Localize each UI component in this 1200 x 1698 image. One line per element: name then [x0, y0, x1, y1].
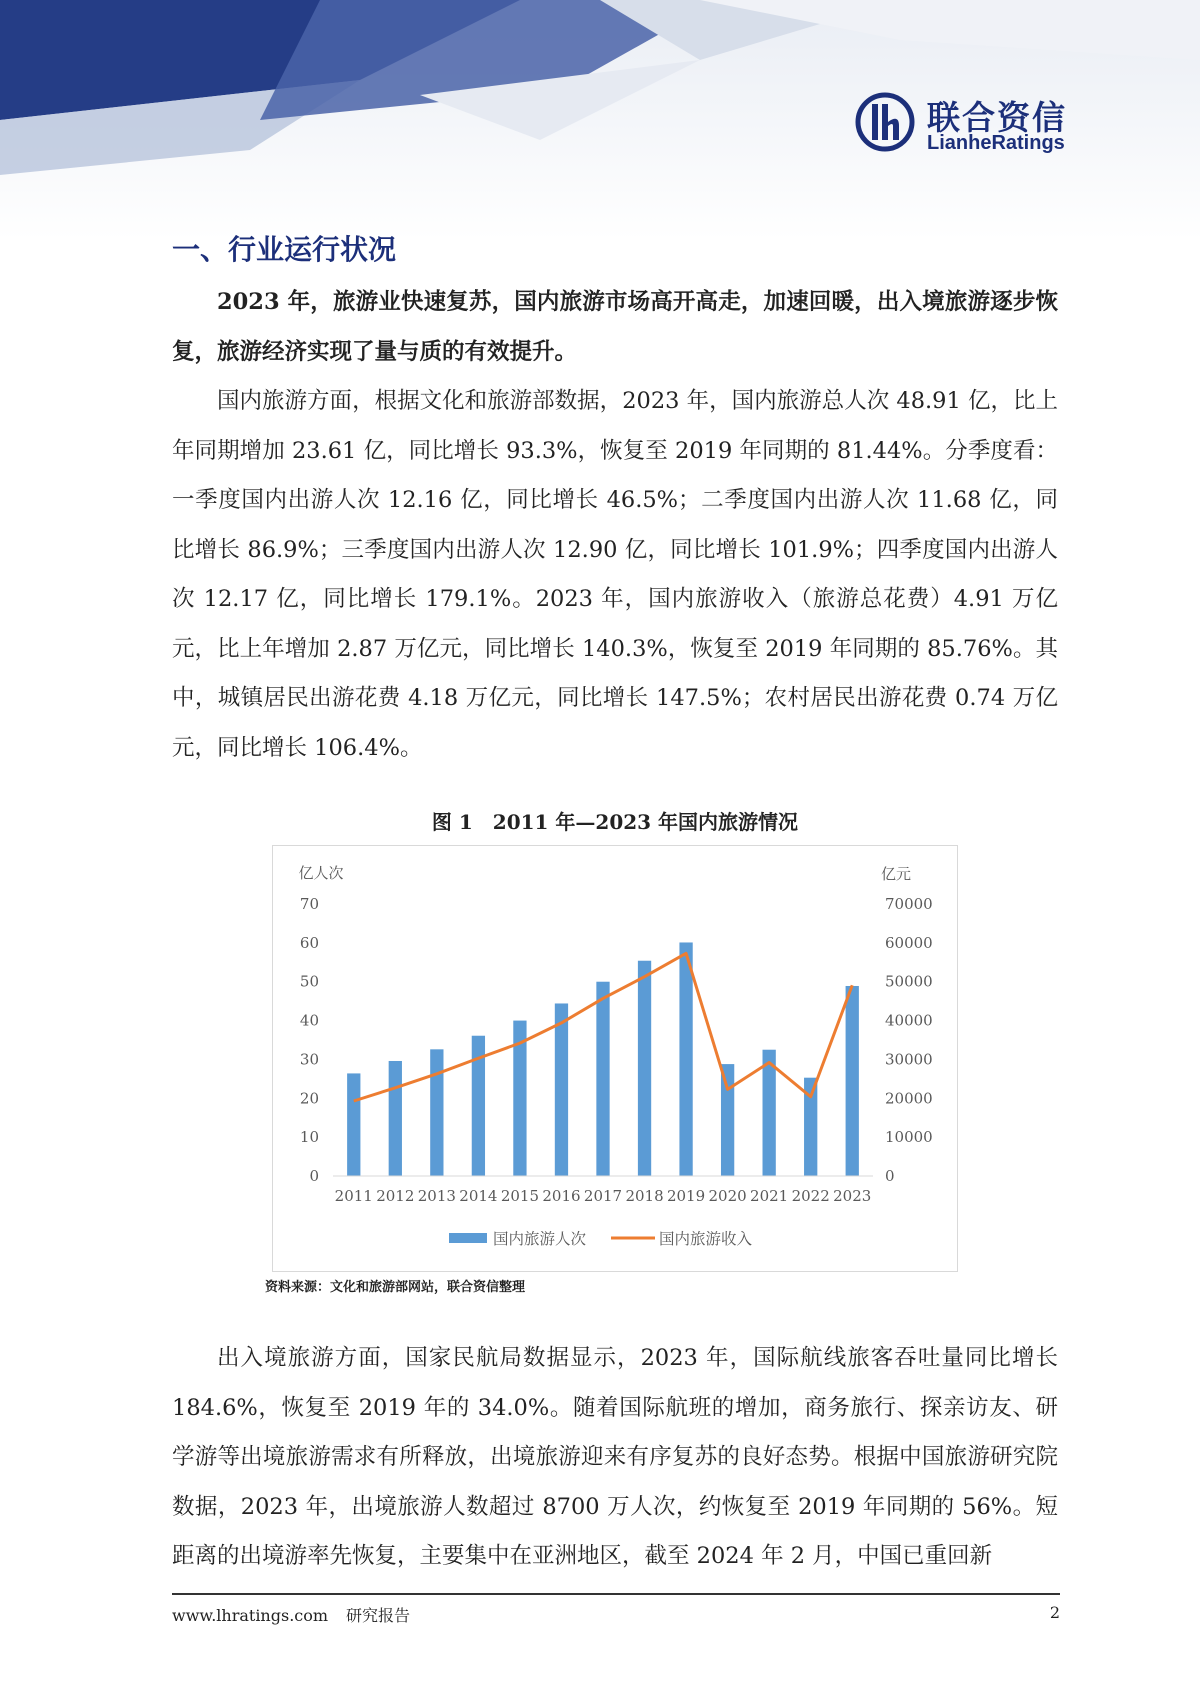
x-tick-label: 2020	[708, 1187, 747, 1205]
page-number: 2	[1049, 1603, 1060, 1622]
figure-title: 图 1 2011 年—2023 年国内旅游情况	[431, 810, 799, 834]
x-tick-label: 2013	[417, 1187, 456, 1205]
y-left-tick-label: 20	[299, 1089, 319, 1108]
outbound-tourism-paragraph: 出入境旅游方面，国家民航局数据显示，2023 年，国际航线旅客吞吐量同比增长 184.6%，恢复至 2019 年的 34.0%。随着国际航班的增加，商务旅行、探亲访友、研学游等出境旅游需求有所释放，出境旅游迎来有序复苏的良好态势。根据中国旅游研究院数据，2023 年，出境旅游人数超过 8700 万人次，约恢复至 2019 年同期的 56%。短距离的出境游率先恢复，主要集中在亚洲地区，截至 2024 年 2 月，中国已重回新	[172, 1345, 1058, 1569]
y-right-tick-label: 40000	[885, 1011, 933, 1030]
footer-doc-type: 研究报告	[346, 1606, 411, 1625]
legend-line-label: 国内旅游收入	[659, 1230, 753, 1248]
tourism-chart	[272, 845, 958, 1272]
x-tick-label: 2015	[500, 1187, 540, 1205]
x-tick-label: 2014	[459, 1187, 498, 1205]
y-axis-left-label: 亿人次	[298, 864, 344, 882]
y-axis-right-label: 亿元	[880, 865, 912, 883]
y-right-tick-label: 50000	[885, 972, 933, 991]
y-left-tick-label: 0	[309, 1167, 319, 1185]
y-left-tick-label: 60	[299, 933, 319, 952]
domestic-tourism-paragraph: 国内旅游方面，根据文化和旅游部数据，2023 年，国内旅游总人次 48.91 亿，比上年同期增加 23.61 亿，同比增长 93.3%，恢复至 2019 年同期的 81.44%。分季度看：一季度国内出游人次 12.16 亿，同比增长 46.5%；二季度国内出游人次 11.68 亿，同比增长 86.9%；三季度国内出游人次 12.90 亿，同比增长 101.9%；四季度国内出游人次 12.17 亿，同比增长 179.1%。2023 年，国内旅游收入（旅游总花费）4.91 万亿元，比上年增加 2.87 万亿元，同比增长 140.3%，恢复至 2019 年同期的 85.76%。其中，城镇居民出游花费 4.18 万亿元，同比增长 147.5%；农村居民出游花费 0.74 万亿元，同比增长 106.4%。	[172, 388, 1058, 761]
footer-website[interactable]: www.lhratings.com	[172, 1606, 329, 1625]
brand-name-en: LianheRatings	[927, 132, 1065, 154]
figure-source: 资料来源：文化和旅游部网站，联合资信整理	[265, 1280, 526, 1295]
y-left-tick-label: 40	[299, 1011, 319, 1030]
x-tick-label: 2023	[833, 1187, 872, 1205]
y-right-tick-label: 70000	[885, 895, 933, 913]
y-right-tick-label: 20000	[885, 1089, 933, 1108]
lianhe-logo-icon	[855, 92, 915, 152]
page-footer	[172, 1593, 1060, 1633]
y-left-tick-label: 10	[299, 1128, 319, 1147]
bar-2017	[596, 982, 609, 1176]
bar-2021	[763, 1050, 776, 1176]
bar-2023	[846, 986, 859, 1176]
y-right-tick-label: 0	[885, 1167, 895, 1185]
x-tick-label: 2021	[750, 1187, 789, 1205]
brand-name-cn: 联合资信	[927, 98, 1067, 137]
lead-paragraph: 2023 年，旅游业快速复苏，国内旅游市场高开高走，加速回暖，出入境旅游逐步恢复，旅游经济实现了量与质的有效提升。	[172, 289, 1058, 365]
y-right-tick-label: 60000	[885, 933, 933, 952]
bar-2013	[430, 1049, 443, 1176]
y-right-tick-label: 10000	[885, 1128, 933, 1147]
footer-divider	[172, 1593, 1060, 1595]
bar-2019	[679, 942, 692, 1176]
legend-bar-swatch	[449, 1233, 487, 1243]
x-tick-label: 2019	[666, 1187, 706, 1205]
y-right-tick-label: 30000	[885, 1050, 933, 1069]
y-left-tick-label: 70	[299, 895, 319, 913]
x-tick-label: 2011	[334, 1187, 373, 1205]
bar-2011	[347, 1073, 360, 1176]
legend-bar-label: 国内旅游人次	[493, 1230, 587, 1248]
x-tick-label: 2017	[583, 1187, 623, 1205]
y-left-tick-label: 30	[299, 1050, 319, 1069]
tourism-chart-svg	[273, 846, 959, 1273]
bar-2012	[389, 1061, 402, 1176]
bar-2016	[555, 1003, 568, 1176]
bar-2018	[638, 961, 651, 1176]
brand-logo	[855, 92, 1085, 158]
y-left-tick-label: 50	[299, 972, 319, 991]
x-tick-label: 2012	[376, 1187, 415, 1205]
bar-2020	[721, 1064, 734, 1176]
document-body	[172, 228, 1058, 1582]
x-tick-label: 2018	[625, 1187, 664, 1205]
section-title: 一、行业运行状况	[172, 233, 397, 266]
x-tick-label: 2022	[791, 1187, 830, 1205]
x-tick-label: 2016	[542, 1187, 581, 1205]
